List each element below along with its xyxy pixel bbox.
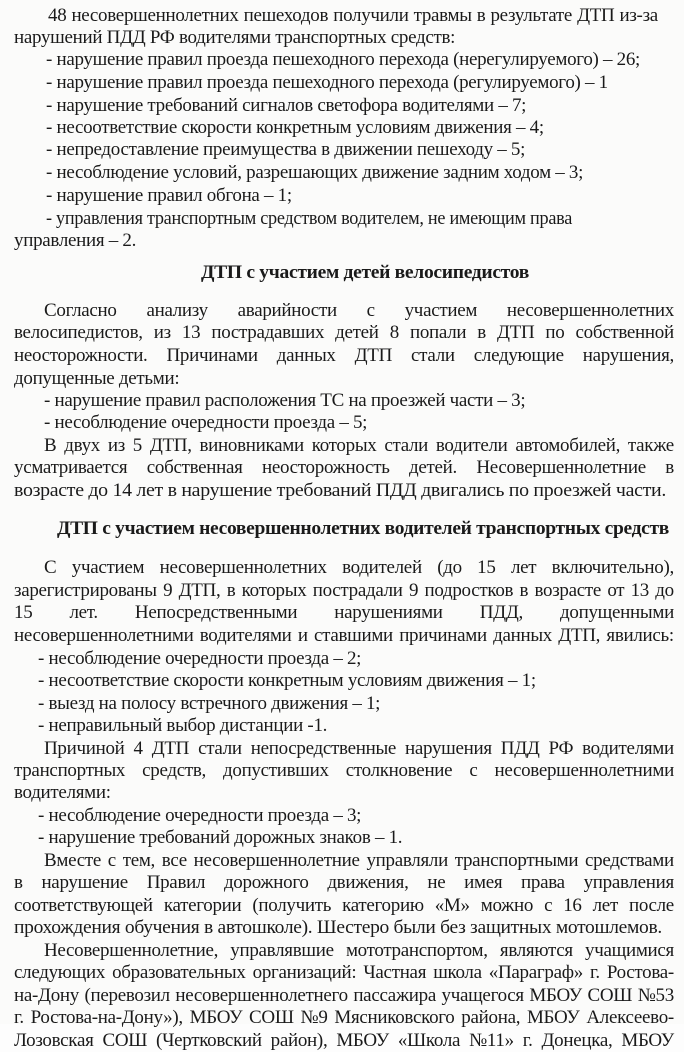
list-item: - нарушение требований дорожных знаков – 1. (38, 827, 403, 848)
list-item: - несоблюдение условий, разрешающих движение задним ходом – 3; (46, 162, 584, 183)
paragraph-line: в нарушение Правил дорожного движения, не имея права управления (14, 872, 674, 893)
paragraph-line: Вместе с тем, все несовершеннолетние управляли транспортными средствами (44, 850, 674, 871)
list-item: - несоблюдение очередности проезда – 5; (44, 412, 368, 433)
paragraph-line: усматривается собственная неосторожность детей. Несовершеннолетние в (14, 457, 674, 478)
list-item: - несоблюдение очередности проезда – 2; (38, 648, 362, 669)
list-item: - несоответствие скорости конкретным условиям движения – 1; (38, 670, 536, 691)
paragraph-line: несовершеннолетними водителями и ставшими причинами данных ДТП, явились: (14, 625, 674, 646)
paragraph-line: неосторожности. Причинами данных ДТП стали следующие нарушения, (14, 345, 674, 366)
paragraph-line: С участием несовершеннолетних водителей (до 15 лет включительно), (44, 557, 674, 578)
paragraph-line: следующих образовательных организаций: Частная школа «Параграф» г. Ростова- (14, 962, 674, 983)
list-item: - несоответствие скорости конкретным условиям движения – 4; (46, 117, 544, 138)
paragraph-line: прохождения обучения в автошколе). Шестеро были без защитных мотошлемов. (14, 917, 662, 938)
paragraph-line: 15 лет. Непосредственными нарушениями ПДД, допущенными (14, 602, 674, 623)
paragraph-line: на-Дону (перевозил несовершеннолетнего пассажира учащегося МБОУ СОШ №53 (14, 985, 674, 1006)
list-item: - нарушение требований сигналов светофора водителями – 7; (46, 95, 527, 116)
paragraph-line: велосипедистов, из 13 пострадавших детей 8 попали в ДТП по собственной (14, 322, 674, 343)
paragraph-line: Согласно анализу аварийности с участием несовершеннолетних (44, 300, 674, 321)
paragraph-line: зарегистрированы 9 ДТП, в которых пострадали 9 подростков в возрасте от 13 до (14, 580, 674, 601)
section-heading: ДТП с участием детей велосипедистов (201, 263, 529, 283)
paragraph-line: соответствующей категории (получить категорию «М» можно с 16 лет после (14, 895, 674, 916)
paragraph-line: управления – 2. (14, 230, 137, 251)
paragraph-line: 48 несовершеннолетних пешеходов получили травмы в результате ДТП из-за (48, 5, 658, 26)
paragraph-line: допущенные детьми: (14, 368, 180, 389)
paragraph-line: Несовершеннолетние, управлявшие мототранспортом, являются учащимися (44, 940, 674, 961)
paragraph-line: Причиной 4 ДТП стали непосредственные нарушения ПДД РФ водителями (44, 738, 674, 759)
paragraph-line: возрасте до 14 лет в нарушение требований ПДД двигались по проезжей части. (14, 480, 666, 501)
paragraph-line: нарушений ПДД РФ водителями транспортных средств: (14, 27, 456, 48)
section-heading: ДТП с участием несовершеннолетних водителей транспортных средств (57, 519, 669, 539)
list-item: - выезд на полосу встречного движения – 1; (38, 693, 381, 714)
list-item: - несоблюдение очередности проезда – 3; (38, 805, 362, 826)
list-item: - нарушение правил проезда пешеходного перехода (регулируемого) – 1 (46, 72, 608, 93)
paragraph-line: Лозовская СОШ (Чертковский район), МБОУ «Школа №11» г. Донецка, МБОУ (14, 1030, 674, 1051)
list-item: - неправильный выбор дистанции -1. (38, 715, 328, 736)
list-item: - нарушение правил расположения ТС на проезжей части – 3; (44, 390, 526, 411)
paragraph-line: транспортных средств, допустивших столкновение с несовершеннолетними (14, 760, 674, 781)
paragraph-line: водителями: (14, 782, 111, 803)
list-item: - непредоставление преимущества в движении пешеходу – 5; (46, 139, 526, 160)
list-item: - управления транспортным средством водителем, не имеющим права (46, 208, 572, 229)
paragraph-line: В двух из 5 ДТП, виновниками которых стали водители автомобилей, также (44, 435, 674, 456)
list-item: - нарушение правил проезда пешеходного перехода (нерегулируемого) – 26; (46, 49, 641, 70)
paragraph-line: г. Ростова-на-Дону»), МБОУ СОШ №9 Мясниковского района, МБОУ Алексеево- (14, 1007, 674, 1028)
list-item: - нарушение правил обгона – 1; (46, 185, 292, 206)
